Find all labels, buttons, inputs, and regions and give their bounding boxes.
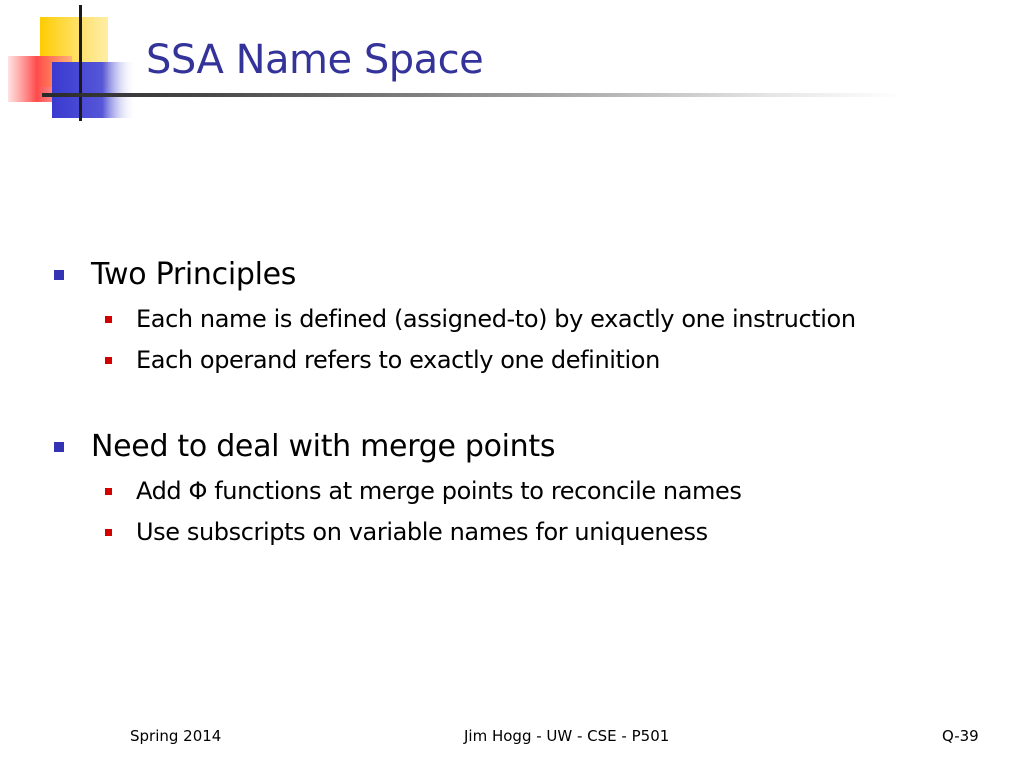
- bullet-text: Two Principles: [91, 257, 297, 292]
- square-bullet-icon: [105, 357, 112, 364]
- footer-author: Jim Hogg - UW - CSE - P501: [464, 727, 670, 745]
- bullet-text: Need to deal with merge points: [91, 429, 556, 464]
- footer-slide-number: Q-39: [942, 727, 979, 745]
- sub-bullet-text: Add Φ functions at merge points to reconcile names: [136, 477, 742, 505]
- square-bullet-icon: [54, 270, 64, 280]
- sub-bullet-text: Each operand refers to exactly one definition: [136, 346, 660, 374]
- sub-bullet-text: Use subscripts on variable names for uniqueness: [136, 518, 708, 546]
- slide-title: SSA Name Space: [146, 37, 484, 83]
- square-bullet-icon: [105, 316, 112, 323]
- sub-bullet-text: Each name is defined (assigned-to) by exactly one instruction: [136, 305, 856, 333]
- square-bullet-icon: [105, 529, 112, 536]
- square-bullet-icon: [105, 488, 112, 495]
- footer-date: Spring 2014: [130, 727, 222, 745]
- square-bullet-icon: [54, 442, 64, 452]
